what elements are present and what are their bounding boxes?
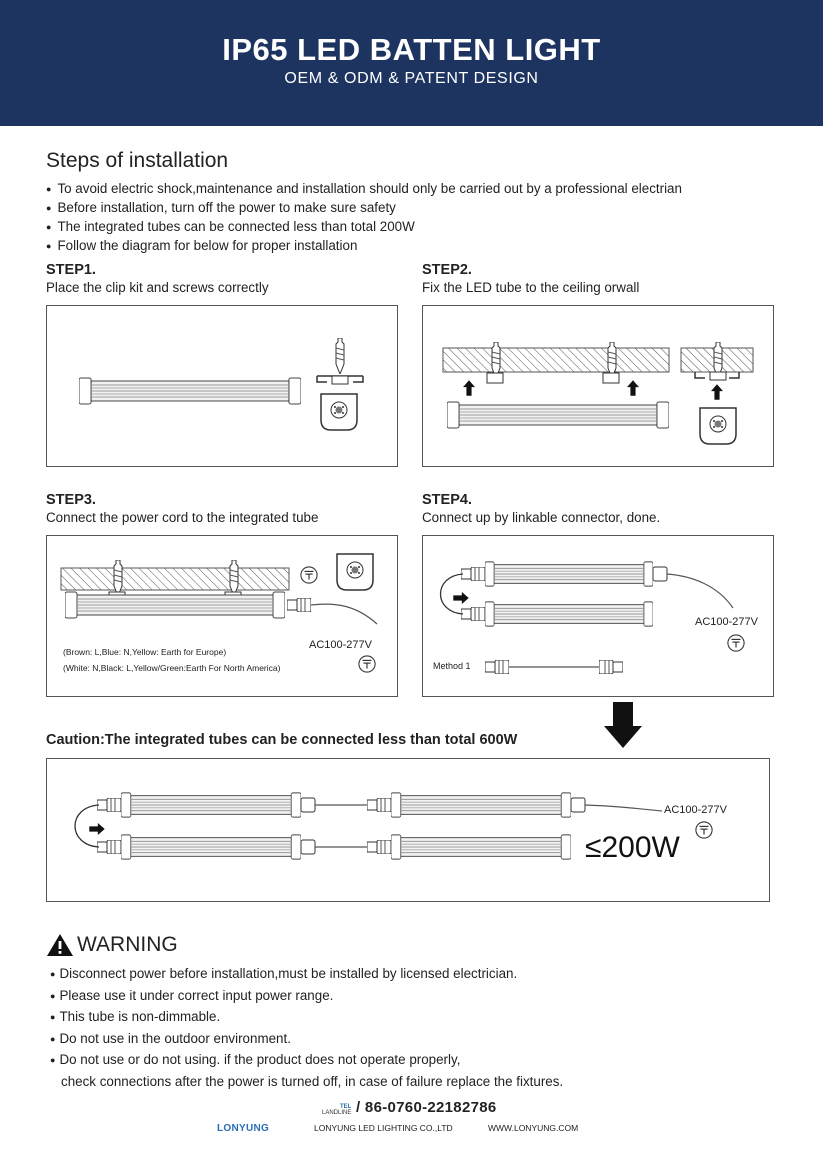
ground-symbol-icon [696,822,712,838]
installation-bullets [46,180,682,256]
step1-description: Place the clip kit and screws correctly [46,280,269,295]
screw-icon [114,560,122,596]
installation-title: Steps of installation [46,149,229,172]
landline-label: LANDLINE [322,1110,352,1116]
method-connector-icon [485,660,509,674]
ceiling-icon [443,348,669,372]
brand-logo: LONYUNG [217,1123,270,1134]
tel-label-group [322,1104,351,1116]
step3-description: Connect the power cord to the integrated tube [46,510,319,525]
led-tube-icon [79,378,301,404]
method-label: Method 1 [433,661,471,671]
up-arrow-icon [711,384,723,399]
led-tube-icon [65,592,285,618]
right-arrow-icon [453,592,468,604]
warning-title-text: WARNING [77,933,178,956]
website-url: WWW.LONYUNG.COM [488,1123,579,1133]
wiring-note-america: (White: N,Black: L,Yellow/Green:Earth For North America) [63,663,281,673]
ceiling-icon [61,568,289,590]
link-cable-icon [441,574,464,614]
warning-item: ● Please use it under correct input power range. [50,986,563,1008]
power-cord-icon [667,574,733,608]
led-tube-icon [447,402,669,428]
voltage-label: AC100-277V [664,804,727,816]
led-tube-icon [121,835,301,859]
step4-heading: STEP4. [422,492,472,508]
voltage-label: AC100-277V [695,616,758,628]
caution-diagram [46,758,770,902]
warning-item: ● Do not use or do not using. if the product does not operate properly, [50,1050,563,1072]
tel-label: TEL [340,1104,352,1110]
led-tube-icon [485,562,653,586]
led-tube-icon [485,602,653,626]
power-limit-label: ≤200W [585,831,680,864]
warning-item: ● This tube is non-dimmable. [50,1007,563,1029]
warning-item-continuation: check connections after the power is turned off, in case of failure replace the fixtures. [61,1073,564,1089]
step2-description: Fix the LED tube to the ceiling orwall [422,280,640,295]
power-connector-icon [287,598,311,612]
phone-number: / 86-0760-22182786 [356,1099,497,1116]
led-tube-icon [121,793,301,817]
step1-diagram [46,305,398,467]
step1-heading: STEP1. [46,262,96,278]
warning-triangle-icon [46,933,74,957]
end-cap-icon [700,408,736,444]
warning-item: ● Disconnect power before installation,must be installed by licensed electrician. [50,964,563,986]
header-banner [0,0,823,126]
warning-item: ● Do not use in the outdoor environment. [50,1029,563,1051]
led-tube-icon [391,793,571,817]
step3-diagram [46,535,398,697]
screw-icon [336,338,344,374]
step4-diagram [422,535,774,697]
link-connector-icon [461,607,485,621]
end-cap-icon [337,554,373,590]
step2-heading: STEP2. [422,262,472,278]
warning-title [46,933,178,957]
led-tube-icon [391,835,571,859]
bullet-item: ● Before installation, turn off the power to make sure safety [46,199,682,218]
right-arrow-icon [89,823,104,835]
bullet-item: ● The integrated tubes can be connected less than total 200W [46,218,682,237]
warning-list [50,964,563,1094]
up-arrow-icon [463,380,475,395]
page-title: IP65 LED BATTEN LIGHT [222,32,601,67]
link-connector-icon [461,567,485,581]
ground-symbol-icon [301,567,317,583]
power-cord-icon [585,805,662,811]
down-arrow-icon [604,702,642,748]
end-cap-icon [321,394,357,430]
bullet-item: ● To avoid electric shock,maintenance and installation should only be carried out by a professional electrian [46,180,682,199]
bullet-item: ● Follow the diagram for below for proper installation [46,237,682,256]
up-arrow-icon [627,380,639,395]
company-name: LONYUNG LED LIGHTING CO.,LTD [314,1123,453,1133]
wiring-note-europe: (Brown: L,Blue: N,Yellow: Earth for Europe) [63,647,227,657]
page-subtitle: OEM & ODM & PATENT DESIGN [284,70,539,87]
link-connector-icon [97,798,121,812]
step3-heading: STEP3. [46,492,96,508]
ground-symbol-icon [359,656,375,672]
ground-symbol-icon [728,635,744,651]
step4-description: Connect up by linkable connector, done. [422,510,661,525]
power-cord-icon [311,604,377,624]
footer [0,1096,823,1146]
caution-text: Caution:The integrated tubes can be connected less than total 600W [46,732,518,748]
voltage-label: AC100-277V [309,639,372,651]
step2-diagram [422,305,774,467]
